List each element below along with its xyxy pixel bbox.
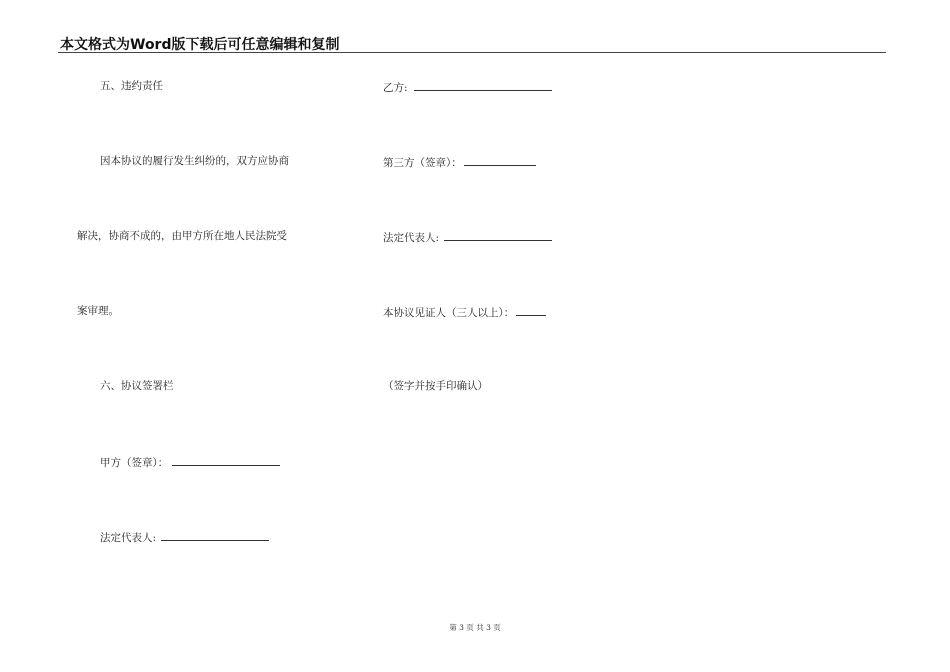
party-a-signature-blank[interactable] [172,454,280,466]
party-a-signature-row [100,454,280,470]
third-party-rep-blank[interactable] [444,229,552,241]
third-party-representative-row [383,229,552,245]
party-b-label: 乙方: [383,82,408,94]
party-b-blank[interactable] [414,79,552,91]
party-a-rep-blank[interactable] [161,529,269,541]
party-a-label: 甲方（签章）： [100,457,169,469]
page-number-footer: 第 3 页 共 3 页 [449,623,501,632]
sign-fingerprint-note: （签字并按手印确认） [383,380,488,392]
party-a-rep-label: 法定代表人: [100,532,157,544]
witness-blank[interactable] [516,304,546,316]
party-b-row [383,79,552,95]
page-header-title: 本文格式为Word版下载后可任意编辑和复制 [60,37,340,53]
witness-row [383,304,546,320]
section-6-heading: 六、协议签署栏 [100,380,174,392]
party-a-representative-row [100,529,269,545]
dispute-paragraph-line-1: 因本协议的履行发生纠纷的，双方应协商 [100,155,289,167]
section-5-heading: 五、违约责任 [100,80,163,92]
header-divider [58,52,886,53]
third-party-row [383,154,536,170]
witness-label: 本协议见证人（三人以上）： [383,307,515,319]
dispute-paragraph-line-3: 案审理。 [77,305,119,317]
third-party-label: 第三方（签章）： [383,157,462,169]
third-party-rep-label: 法定代表人: [383,232,440,244]
dispute-paragraph-line-2: 解决，协商不成的，由甲方所在地人民法院受 [77,230,287,242]
third-party-blank[interactable] [464,154,536,166]
